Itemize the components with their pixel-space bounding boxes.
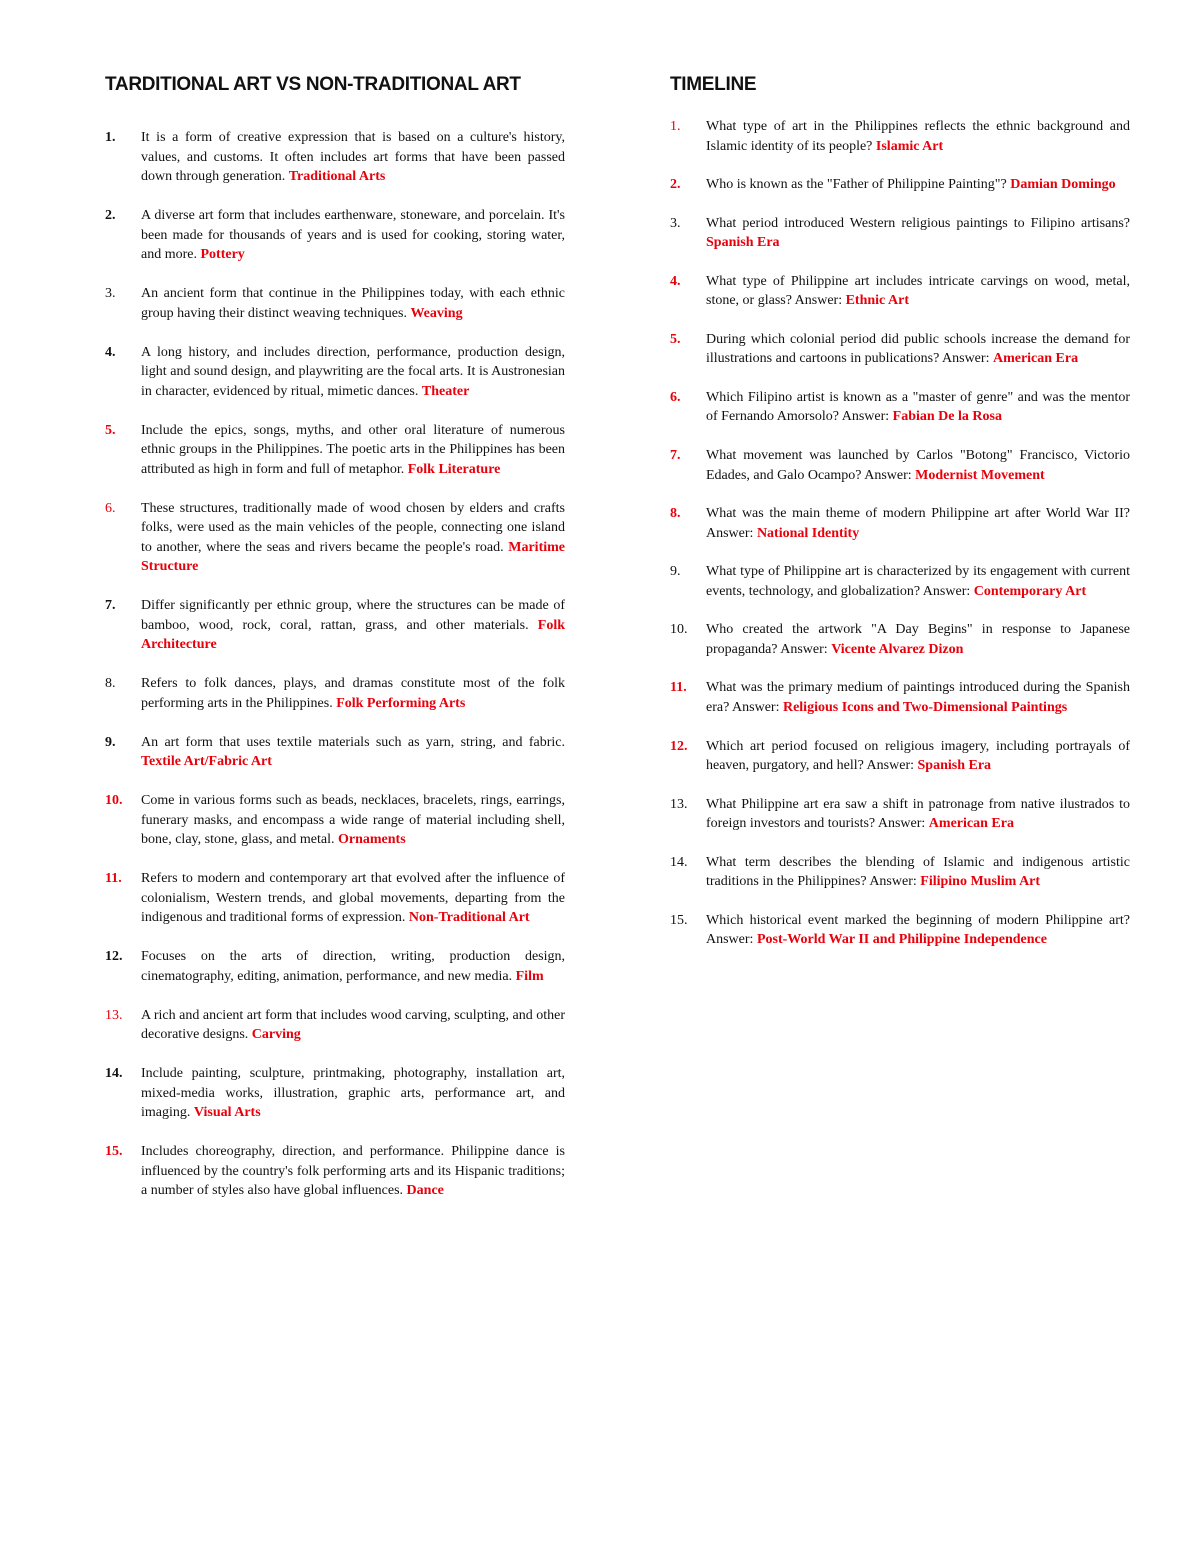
list-item [670,504,1130,543]
list-item [670,272,1130,311]
list-item [670,388,1130,427]
item-answer: Textile Art/Fabric Art [141,754,272,769]
item-text: An art form that uses textile materials such as yarn, string, and fabric. [141,734,565,750]
item-answer: Ethnic Art [845,293,909,309]
item-text: Refers to folk dances, plays, and dramas constitute most of the folk performing arts in the Philippines. [141,676,565,711]
list-item [670,853,1130,892]
list-item [105,206,565,265]
item-number: 14. [105,1066,123,1081]
list-item [105,284,565,323]
item-answer: Traditional Arts [288,169,386,184]
list-item [105,791,565,850]
item-number: 10. [670,622,688,638]
list-item [105,947,565,986]
item-answer: Religious Icons and Two-Dimensional Paintings [782,699,1068,715]
item-text: Come in various forms such as beads, necklaces, bracelets, rings, earrings, funerary masks, and encompass a wide range of material including shell, bone, clay, stone, glass, and metal. [141,793,565,847]
item-number: 11. [670,680,687,696]
item-answer: Post-World War II and Philippine Independence [756,932,1047,948]
item-text: Refers to modern and contemporary art that evolved after the influence of colonialism, Western trends, and global movements, departing from the indigenous and traditional forms of expression. [141,871,565,925]
item-number: 12. [105,949,123,964]
item-number: 10. [105,793,123,808]
item-text: Who is known as the "Father of Philippine Painting"? [706,177,1007,193]
list-item [105,869,565,928]
item-text: What movement was launched by Carlos "Botong" Francisco, Victorio Edades, and Galo Ocampo? Answer: [706,448,1130,483]
item-number: 9. [105,734,116,750]
item-answer: Folk Literature [407,461,501,477]
item-text: What was the main theme of modern Philippine art after World War II? Answer: [706,506,1130,541]
list-item [105,1142,565,1201]
item-answer: Modernist Movement [915,467,1045,483]
item-number: 9. [670,564,681,580]
item-answer: Spanish Era [706,235,780,251]
list-item [670,175,1130,195]
item-answer: American Era [928,816,1014,832]
item-number: 5. [670,331,681,347]
list-item [670,117,1130,156]
right-column [670,72,1130,969]
item-number: 1. [670,119,681,134]
item-text: What type of art in the Philippines reflects the ethnic background and Islamic identity of its people? [706,119,1130,154]
item-number: 3. [670,215,681,231]
item-answer: Theater [421,383,470,399]
list-item [105,733,565,772]
item-number: 1. [105,130,116,145]
item-answer: National Identity [756,525,860,541]
item-text: Which art period focused on religious imagery, including portrayals of heaven, purgatory, and hell? Answer: [706,738,1130,774]
item-answer: Weaving [410,305,463,321]
list-item [670,330,1130,369]
item-answer: Non-Traditional Art [408,910,530,925]
list-item [105,674,565,713]
item-answer: Pottery [200,247,245,262]
item-answer: American Era [992,351,1079,367]
item-answer: Film [515,968,544,984]
item-number: 3. [105,286,116,301]
right-column-title: TIMELINE [670,74,757,95]
item-number: 2. [670,177,681,193]
item-number: 15. [105,1144,123,1159]
list-item [670,214,1130,253]
item-number: 4. [670,273,681,289]
list-item [670,562,1130,601]
item-number: 5. [105,422,116,438]
item-text: Include the epics, songs, myths, and other oral literature of numerous ethnic groups in the Philippines. The poetic arts in the Philippines has been attributed as high in form and full of metaphor. [141,422,565,477]
item-text: Which Filipino artist is known as a "master of genre" and was the mentor of Fernando Amorsolo? Answer: [706,389,1130,425]
list-item [105,128,565,187]
item-text: Include painting, sculpture, printmaking, photography, installation art, mixed-media works, illustration, graphic arts, performance art, and imaging. [141,1066,565,1120]
item-answer: Vicente Alvarez Dizon [831,641,964,657]
list-item [105,1064,565,1123]
item-text: What type of Philippine art is characterized by its engagement with current events, technology, and globalization? Answer: [706,564,1130,599]
list-item [670,737,1130,776]
item-number: 8. [670,506,681,522]
item-text: A diverse art form that includes earthenware, stoneware, and porcelain. It's been made for thousands of years and is used for cooking, storing water, and more. [141,208,565,262]
list-item [105,421,565,480]
item-number: 8. [105,676,116,691]
item-answer: Fabian De la Rosa [892,409,1002,425]
item-answer: Folk Architecture [141,617,565,652]
item-text: Differ significantly per ethnic group, where the structures can be made of bamboo, wood, rock, coral, rattan, grass, and other materials. [141,598,565,633]
item-text: An ancient form that continue in the Philippines today, with each ethnic group having their distinct weaving techniques. [141,286,565,321]
item-text: What period introduced Western religious paintings to Filipino artisans? [706,215,1130,231]
item-text: What term describes the blending of Islamic and indigenous artistic traditions in the Philippines? Answer: [706,854,1130,890]
left-question-list [105,128,565,1201]
list-item [105,596,565,655]
list-item [105,499,565,577]
item-number: 4. [105,344,116,360]
item-text: Includes choreography, direction, and performance. Philippine dance is influenced by the country's folk performing arts and its Hispanic traditions; a number of styles also have global influences. [141,1144,565,1198]
item-answer: Filipino Muslim Art [920,874,1041,890]
item-number: 13. [105,1007,123,1023]
item-text: During which colonial period did public schools increase the demand for illustrations and cartoons in publications? Answer: [706,331,1130,367]
left-column-title: TARDITIONAL ART VS NON-TRADITIONAL ART [105,74,521,95]
item-text: A long history, and includes direction, performance, production design, light and sound design, and playwriting are the focal arts. It is Austronesian in character, evidenced by ritual, mimetic dances. [141,344,565,399]
item-answer: Visual Arts [193,1105,261,1120]
list-item [105,343,565,402]
item-answer: Ornaments [337,832,406,847]
item-number: 12. [670,738,688,754]
item-text: Who created the artwork "A Day Begins" in response to Japanese propaganda? Answer: [706,622,1130,657]
item-text: A rich and ancient art form that includes wood carving, sculpting, and other decorative designs. [141,1007,565,1042]
left-column [105,72,565,1220]
item-answer: Spanish Era [917,758,992,774]
item-answer: Dance [406,1183,444,1198]
item-answer: Folk Performing Arts [336,695,466,711]
item-answer: Maritime Structure [141,539,565,574]
item-text: What was the primary medium of paintings introduced during the Spanish era? Answer: [706,680,1130,715]
item-number: 13. [670,796,688,812]
item-number: 6. [670,389,681,405]
item-answer: Contemporary Art [973,583,1087,599]
item-answer: Carving [251,1027,301,1042]
item-number: 15. [670,912,688,928]
item-text: It is a form of creative expression that is based on a culture's history, values, and customs. It often includes art forms that have been passed down through generation. [141,130,565,184]
item-number: 7. [105,598,116,613]
item-text: What Philippine art era saw a shift in patronage from native ilustrados to foreign investors and tourists? Answer: [706,796,1130,832]
list-item [670,911,1130,950]
item-number: 14. [670,854,688,870]
item-text: Focuses on the arts of direction, writing, production design, cinematography, editing, animation, performance, and new media. [141,949,565,984]
item-number: 2. [105,208,116,223]
item-answer: Damian Domingo [1010,177,1116,193]
item-answer: Islamic Art [875,138,944,154]
item-number: 7. [670,448,681,464]
list-item [670,678,1130,717]
item-text: These structures, traditionally made of wood chosen by elders and crafts folks, were used as the main vehicles of the people, connecting one island to another, where the seas and rivers became the people's road. [141,500,565,555]
list-item [670,620,1130,659]
item-text: What type of Philippine art includes intricate carvings on wood, metal, stone, or glass? Answer: [706,273,1130,309]
list-item [670,446,1130,485]
item-number: 6. [105,500,116,516]
list-item [670,795,1130,834]
item-text: Which historical event marked the beginning of modern Philippine art? Answer: [706,912,1130,948]
item-number: 11. [105,871,122,886]
right-question-list [670,117,1130,950]
list-item [105,1006,565,1045]
